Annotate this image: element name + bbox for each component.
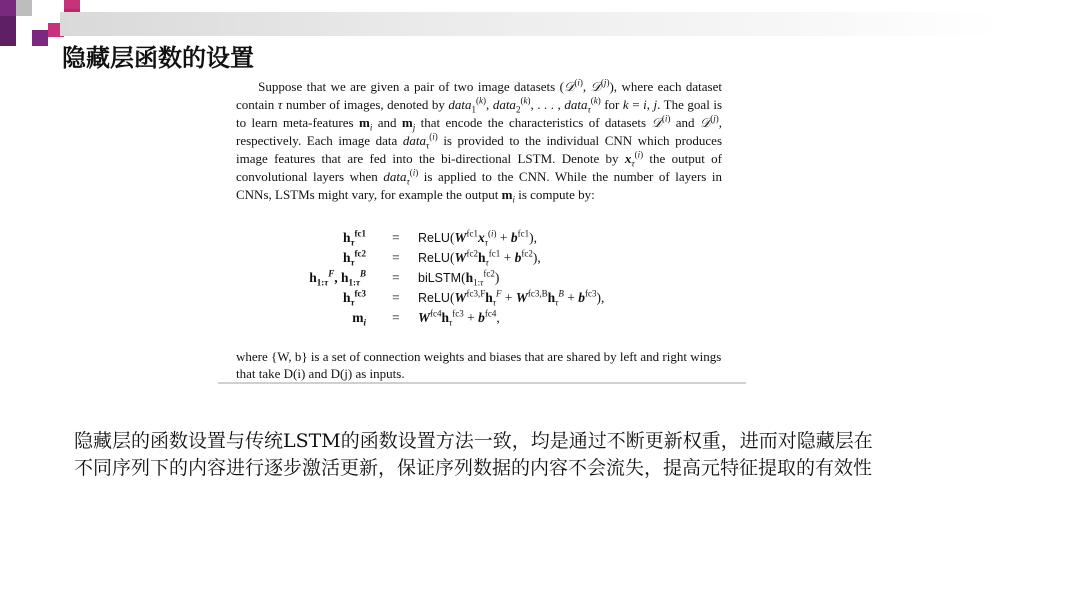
equation-row: $h_\tau^{fc1}$ = $ReLU(W^{fc1}x_\tau^{(i)} + b^{fc1})$, <box>342 228 537 248</box>
equation-row: $h_\tau^{fc2}$ = $ReLU(W^{fc2}h_\tau^{fc1} + b^{fc2})$, <box>342 248 541 268</box>
equation-row: $h_{1:\tau}^F$, $h_{1:\tau}^B$ = $biLSTM(h_{1:\tau}^{fc2})$ <box>309 268 500 288</box>
decor-square-purple-dark <box>0 16 16 46</box>
decor-square-pink <box>64 0 80 9</box>
decor-square-gray <box>16 0 32 16</box>
equation-row: $m_i$ = $W^{fc4}h_\tau^{fc3} + b^{fc4}$, <box>352 308 500 328</box>
slide-title: 隐藏层函数的设置 <box>62 44 254 72</box>
equation-row: $h_\tau^{fc3}$ = $ReLU(W^{fc3,F}h_\tau^F + W^{fc3,B}h_\tau^B + b^{fc3})$, <box>342 288 605 308</box>
decor-square-purple-2 <box>32 30 48 46</box>
equation-block <box>218 230 746 340</box>
title-bar-gradient <box>60 12 1000 36</box>
decor-square-purple <box>0 0 16 16</box>
paper-footer-text: where {W, b} is a set of connection weights and biases that are shared by left and right wings that take D(i) and D(j) as inputs. <box>236 349 722 381</box>
slide-summary-text: 隐藏层的函数设置与传统LSTM的函数设置方法一致，均是通过不断更新权重，进而对隐藏层在不同序列下的内容进行逐步激活更新，保证序列数据的内容不会流失，提高元特征提取的有效性 <box>74 430 873 479</box>
paper-paragraph: Suppose that we are given a pair of two image datasets (𝒟$^{(i)}$, 𝒟$^{(j)}$), where each dataset contain τ number of images, denoted by data$_1^{(k)}$, data$_2^{(k)}$, . . . , data$_\tau^{(k)}$ for k = i, j. The goal is to learn meta-features $m_i$ and $m_j$ that encode the characteristics of datasets 𝒟$^{(i)}$ and 𝒟$^{(j)}$, respectively. Each image data data$_\tau^{(i)}$ is provided to the individual CNN which produces image features that are fed into the bi-directional LSTM. Denote by $x_\tau^{(i)}$ the output of convolutional layers when data$_\tau^{(i)}$ is applied to the CNN. While the number of layers in CNNs, LSTMs might vary, for example the output $m_i$ is compute by: <box>236 77 723 205</box>
paper-excerpt-image <box>218 70 746 384</box>
